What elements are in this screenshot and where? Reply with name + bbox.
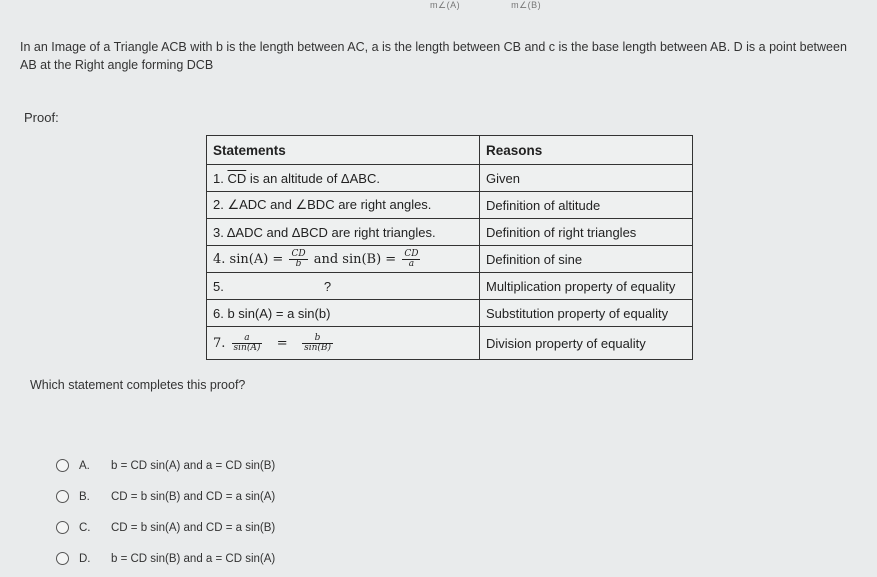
table-row [207,192,693,219]
table-row [207,219,693,246]
choice-letter: B. [79,490,90,503]
sin-b-expression: and sin(B) = [313,251,397,267]
cut-label-b: m∠(B) [511,0,542,10]
choice-d[interactable] [56,543,275,574]
choice-text: CD = b sin(B) and CD = a sin(A) [111,490,276,503]
fraction-a-over-sin-a: $\frac{a}{\sin(A)}$ [233,332,261,353]
statements-header: Statements [207,136,480,165]
table-row [207,327,693,360]
statement-cell [207,327,480,360]
table-header-row [207,136,693,165]
choice-text: CD = b sin(A) and CD = a sin(B) [111,521,276,534]
step-number: 6. [213,305,224,321]
reason-cell: Multiplication property of equality [480,273,693,300]
step-number: 1. [213,170,224,186]
step-number: 2. [213,197,224,212]
fraction-cd-over-b: $\frac{CD}{b}$ [291,248,306,269]
segment-cd: $\overline{CD}$ [227,170,247,186]
missing-statement: ? [323,278,332,294]
step-number: 7. [213,335,226,351]
statement-text: ΔADC and ΔBCD are right triangles. [226,224,436,240]
radio-button[interactable] [56,459,69,472]
statement-text: is an altitude of ΔABC. [246,170,380,186]
reason-cell: Definition of right triangles [480,219,693,246]
reason-cell: Substitution property of equality [480,300,693,327]
table-row [207,246,693,273]
step-number: 3. [213,224,224,240]
choice-text: b = CD sin(B) and a = CD sin(A) [111,552,276,565]
table-row [207,300,693,327]
radio-button[interactable] [56,521,69,534]
choice-letter: C. [79,521,91,534]
statement-cell [207,273,480,300]
reason-cell: Definition of sine [480,246,693,273]
cut-label-a: m∠(A) [430,0,461,10]
choice-c[interactable] [56,512,275,543]
statement-text: ∠ADC and ∠BDC are right angles. [227,197,432,212]
statement-text: b sin(A) = a sin(b) [227,305,331,321]
radio-button[interactable] [56,490,69,503]
reasons-header: Reasons [480,136,693,165]
table-row [207,165,693,192]
step-number: 4. [213,251,226,267]
reason-cell: Given [480,165,693,192]
statement-cell [207,219,480,246]
choice-letter: D. [79,552,91,565]
problem-text: In an Image of a Triangle ACB with b is the length between AC, a is the length between CB and c is the base length between AB. D is a point between AB at the Right angle forming DCB [20,40,847,72]
step-number: 5. [213,278,224,294]
reason-cell: Definition of altitude [480,192,693,219]
statement-cell [207,165,480,192]
statement-cell [207,192,480,219]
fraction-cd-over-a: $\frac{CD}{a}$ [404,248,419,269]
proof-table [206,135,693,360]
question-text: Which statement completes this proof? [30,378,246,392]
choice-b[interactable] [56,481,275,512]
reason-cell: Division property of equality [480,327,693,360]
table-row [207,273,693,300]
radio-button[interactable] [56,552,69,565]
choice-a[interactable] [56,450,275,481]
statement-cell [207,300,480,327]
choice-text: b = CD sin(A) and a = CD sin(B) [111,459,276,472]
sin-a-expression: sin(A) = [229,251,284,267]
choice-letter: A. [79,459,90,472]
top-cut-labels [430,0,589,11]
fraction-b-over-sin-b: $\frac{b}{\sin(B)}$ [304,332,332,353]
proof-label: Proof: [24,110,59,125]
equals-sign: = [276,335,288,351]
statement-cell [207,246,480,273]
answer-choices [56,450,275,574]
